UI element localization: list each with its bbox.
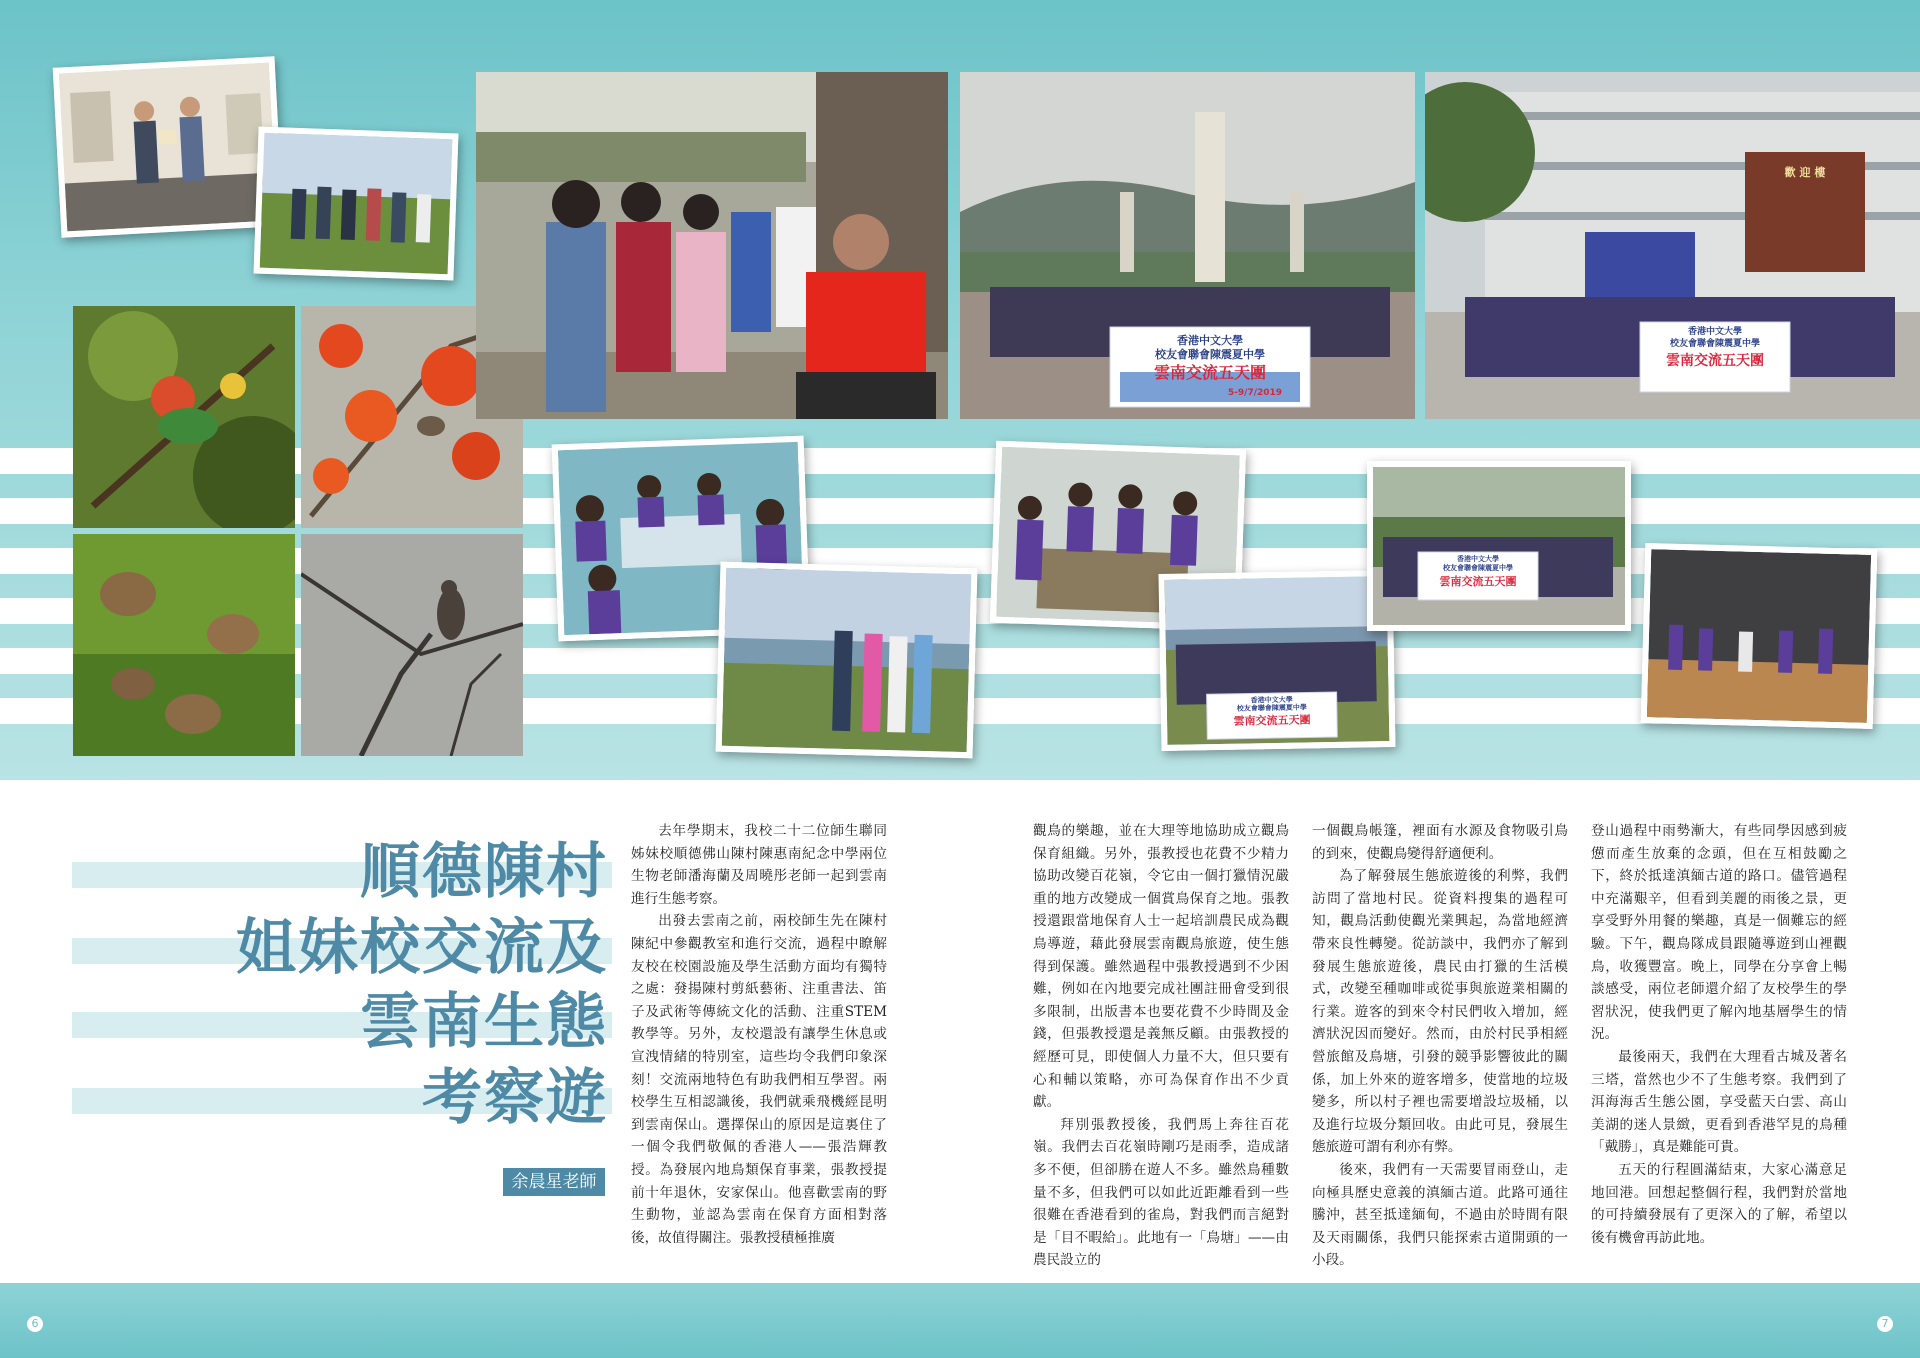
photo-field-group bbox=[253, 127, 458, 281]
banner-tour-name: 雲南交流五天團 bbox=[1439, 575, 1517, 588]
photo-three-pagodas-group bbox=[960, 72, 1415, 419]
article-paragraph: 拜別張教授後，我們馬上奔往百花嶺。我們去百花嶺時剛巧是雨季，造成諸多不便，但卻勝在遊人不多。雖然鳥種數量不多，但我們可以如此近距離看到一些很難在香港看到的雀鳥，對我們而言絕對是「目不暇給」。此地有一「鳥塘」——由農民設立的 bbox=[1033, 1116, 1289, 1269]
banner-school: 校友會聯會陳震夏中學 bbox=[1236, 703, 1307, 713]
banner-tour-name: 雲南交流五天團 bbox=[1153, 363, 1266, 382]
banner-university: 香港中文大學 bbox=[1177, 334, 1243, 347]
photo-sharing-session bbox=[1641, 543, 1878, 729]
banner-university: 香港中文大學 bbox=[1457, 555, 1499, 563]
photo-lake-group-banner bbox=[1158, 570, 1395, 751]
banner-school: 校友會聯會陳震夏中學 bbox=[1443, 564, 1513, 572]
article-paragraph: 最後兩天，我們在大理看古城及著名三塔，當然也少不了生態考察。我們到了洱海海舌生態公園，享受藍天白雲、高山美湖的迷人景緻，更看到香港罕見的鳥種「戴勝」，真是難能可貴。 bbox=[1591, 1048, 1847, 1156]
article-column-2 bbox=[1033, 820, 1289, 1272]
photo-lakeside-teachers bbox=[716, 562, 978, 759]
article-paragraph: 為了解發展生態旅遊後的利弊，我們訪問了當地村民。從資料搜集的過程可知，觀鳥活動使觀光業興起，為當地經濟帶來良性轉變。從訪談中，我們亦了解到發展生態旅遊後，農民由打獵的生活模式，改變至種咖啡或從事與旅遊業相關的行業。遊客的到來令村民們收入增加，經濟狀況因而變好。然而，由於村民爭相經營旅館及鳥塘，引發的競爭影響彼此的關係，加上外來的遊客增多，使當地的垃圾變多，所以村子裡也需要增設垃圾桶，以及進行垃圾分類回收。由此可見，發展生態旅遊可謂有利亦有弊。 bbox=[1312, 868, 1568, 1156]
article-paragraph: 後來，我們有一天需要冒雨登山，走向極具歷史意義的滇緬古道。此路可通往騰沖，甚至抵達緬甸，不過由於時間有限及天雨關係，我們只能探索古道開頭的一小段。 bbox=[1312, 1161, 1568, 1269]
photo-barbet-bird bbox=[73, 306, 295, 528]
article-paragraph: 五天的行程圓滿結束，大家心滿意足地回港。回想起整個行程，我們對於當地的可持續發展有了更深入的了解，希望以後有機會再訪此地。 bbox=[1591, 1161, 1847, 1246]
page-number-right: 7 bbox=[1877, 1316, 1893, 1332]
article-title-line-1: 順德陳村 bbox=[360, 837, 608, 907]
photo-quail-birds bbox=[73, 534, 295, 756]
article-paragraph: 出發去雲南之前，兩校師生先在陳村陳紀中參觀教室和進行交流，過程中瞭解友校在校園設施及學生活動方面均有獨特之處：發揚陳村剪紙藝術、注重書法、笛子及武術等傳統文化的活動、注重STEM教學等。另外，友校還設有讓學生休息或宣洩情緒的特別室，這些均令我們印象深刻！交流兩地特色有助我們相互學習。兩校學生互相認識後，我們就乘飛機經昆明到雲南保山。選擇保山的原因是這裏住了一個令我們敬佩的香港人——張浩輝教授。為發展內地鳥類保育事業，張教授提前十年退休，安家保山。他喜歡雲南的野生動物，並認為雲南在保育方面相對落後，故值得關注。張教授積極推廣 bbox=[631, 913, 887, 1246]
photo-school-building-group bbox=[1425, 72, 1920, 419]
article-title-line-2: 姐妹校交流及 bbox=[236, 913, 608, 983]
building-welcome-sign: 歡 迎 樓 bbox=[1784, 166, 1826, 179]
article-paragraph: 去年學期末，我校二十二位師生聯同姊妹校順德佛山陳村陳惠南紀念中學兩位生物老師潘海蘭及周曉彤老師一起到雲南進行生態考察。 bbox=[631, 823, 887, 907]
article-paragraph: 一個觀鳥帳篷，裡面有水源及食物吸引鳥的到來，使觀鳥變得舒適便利。 bbox=[1312, 823, 1568, 862]
banner-school: 校友會聯會陳震夏中學 bbox=[1669, 339, 1760, 349]
photo-forest-group-banner bbox=[1367, 461, 1631, 631]
photo-student-interview bbox=[476, 72, 948, 419]
bottom-teal-band bbox=[0, 1283, 1920, 1358]
article-paragraph: 觀鳥的樂趣，並在大理等地協助成立觀鳥保育組織。另外，張教授也花費不少精力協助改變百花嶺，令它由一個打獵情況嚴重的地方改變成一個賞鳥保育之地。張教授還跟當地保育人士一起培訓農民成為觀鳥導遊，藉此發展雲南觀鳥旅遊，使生態得到保護。雖然過程中張教授遇到不少困難，例如在內地要完成社團註冊會受到很多限制，出版書本也要花費不少時間及金錢，但張教授還是義無反顧。由張教授的經歷可見，即使個人力量不大，但只要有心和輔以策略，亦可為保育作出不少貢獻。 bbox=[1033, 823, 1289, 1111]
banner-date: 5-9/7/2019 bbox=[1227, 388, 1283, 398]
photo-hawk-on-branch bbox=[301, 534, 523, 756]
article-title-line-4: 考察遊 bbox=[422, 1063, 608, 1133]
article-paragraph: 登山過程中雨勢漸大，有些同學因感到疲憊而產生放棄的念頭，但在互相鼓勵之下，終於抵達滇緬古道的路口。儘管過程中充滿艱辛，但看到美麗的雨後之景，更享受野外用餐的樂趣，真是一個難忘的經驗。下午，觀鳥隊成員跟隨導遊到山裡觀鳥，收獲豐富。晚上，同學在分享會上暢談感受，兩位老師還介紹了友校學生的學習狀況，使我們更了解內地基層學生的情況。 bbox=[1591, 823, 1847, 1043]
banner-university: 香港中文大學 bbox=[1250, 695, 1293, 705]
banner-tour-name: 雲南交流五天團 bbox=[1233, 713, 1311, 728]
article-column-4 bbox=[1591, 820, 1847, 1249]
article-column-1 bbox=[631, 820, 887, 1249]
page-number-left: 6 bbox=[27, 1316, 43, 1332]
author-badge: 余晨星老師 bbox=[503, 1168, 605, 1196]
banner-university: 香港中文大學 bbox=[1687, 327, 1742, 337]
article-column-3 bbox=[1312, 820, 1568, 1272]
banner-school: 校友會聯會陳震夏中學 bbox=[1155, 348, 1265, 361]
article-title-line-3: 雲南生態 bbox=[360, 987, 608, 1057]
photo-classroom-meeting bbox=[53, 56, 284, 237]
banner-tour-name: 雲南交流五天團 bbox=[1666, 353, 1764, 369]
